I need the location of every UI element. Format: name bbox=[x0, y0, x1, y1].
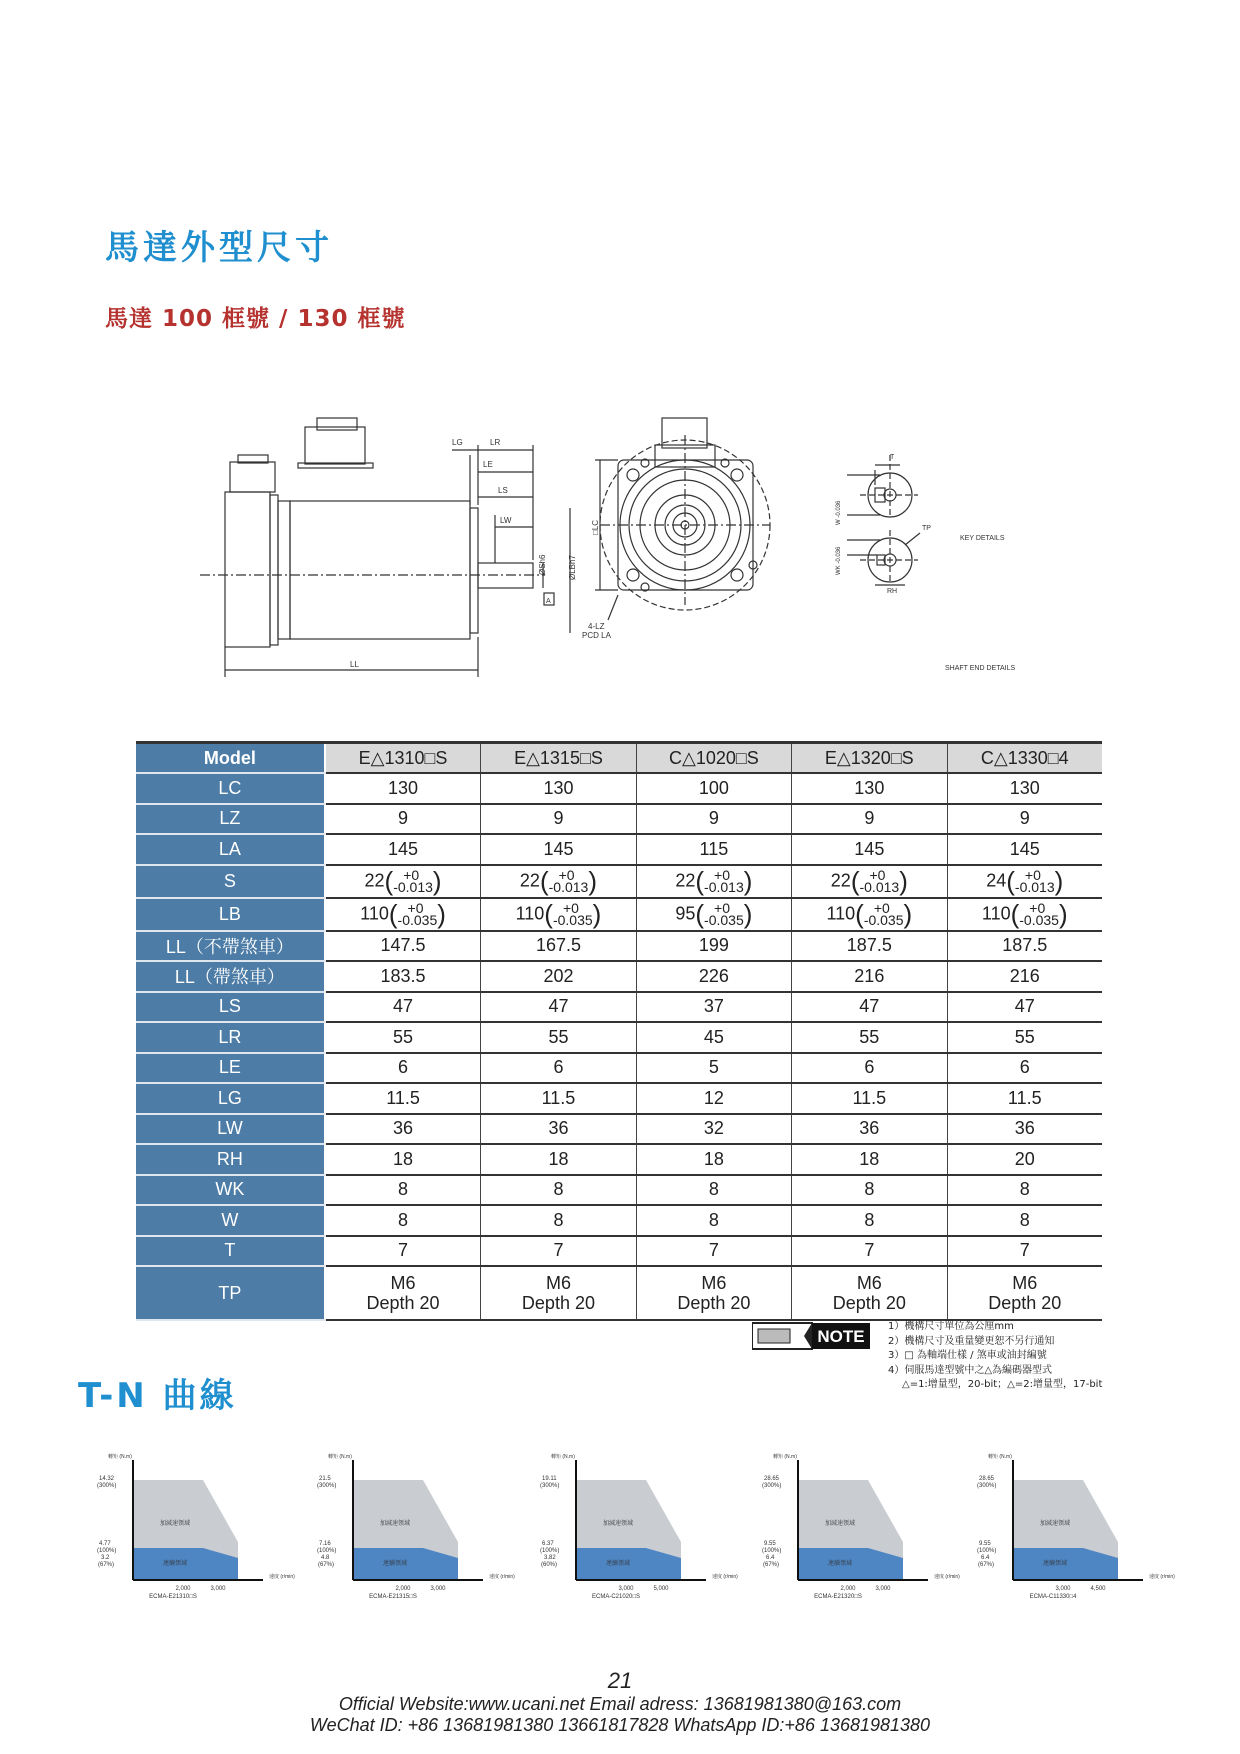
table-cell: 6 bbox=[792, 1053, 947, 1084]
rated-torque-pct: (100%) bbox=[97, 1548, 117, 1554]
table-cell: 36 bbox=[325, 1114, 481, 1145]
table-cell: 216 bbox=[947, 961, 1102, 992]
table-cell: 22( +0 -0.013 ) bbox=[481, 865, 636, 898]
table-row bbox=[136, 804, 1102, 835]
table-cell: 8 bbox=[792, 1175, 947, 1206]
table-cell: 18 bbox=[636, 1144, 791, 1175]
table-cell: 202 bbox=[481, 961, 636, 992]
y-axis-label: 轉矩 (N.m) bbox=[551, 1454, 575, 1460]
table-row bbox=[136, 1236, 1102, 1267]
table-cell: 226 bbox=[636, 961, 791, 992]
row-label: LZ bbox=[136, 804, 325, 835]
dim-lbh7: ØLBh7 bbox=[568, 555, 577, 580]
table-row bbox=[136, 834, 1102, 865]
table-cell: 8 bbox=[636, 1175, 791, 1206]
dim-lw: LW bbox=[500, 516, 512, 525]
low-torque-pct: (60%) bbox=[541, 1562, 558, 1568]
continuous-region-label: 連續領域 bbox=[605, 1561, 631, 1567]
dim-ll: LL bbox=[350, 660, 359, 669]
motor-dimension-drawing bbox=[200, 415, 1060, 700]
note-badge bbox=[752, 1321, 872, 1353]
row-label: RH bbox=[136, 1144, 325, 1175]
rated-torque-pct: (100%) bbox=[317, 1548, 337, 1554]
table-cell: 45 bbox=[636, 1022, 791, 1053]
accel-region-label: 加減速領域 bbox=[379, 1521, 411, 1527]
footer-contact-line-2: WeChat ID: +86 13681981380 13661817828 WhatsApp ID:+86 13681981380 bbox=[309, 1715, 931, 1735]
page-title: 馬達外型尺寸 bbox=[105, 228, 333, 268]
tn-chart bbox=[975, 1440, 1205, 1610]
table-row bbox=[136, 1175, 1102, 1206]
table-cell: 8 bbox=[947, 1175, 1102, 1206]
table-cell: 7 bbox=[947, 1236, 1102, 1267]
table-row bbox=[136, 1053, 1102, 1084]
datum-a: A bbox=[546, 598, 551, 605]
dim-pcd: PCD LA bbox=[582, 631, 611, 640]
rated-torque-pct: (100%) bbox=[762, 1548, 782, 1554]
y-axis-label: 轉矩 (N.m) bbox=[773, 1454, 797, 1460]
table-cell: 199 bbox=[636, 931, 791, 962]
low-torque: 3.82 bbox=[544, 1555, 556, 1561]
table-row bbox=[136, 898, 1102, 931]
tn-chart bbox=[760, 1440, 990, 1610]
table-cell: 100 bbox=[636, 773, 791, 804]
dim-lr: LR bbox=[490, 438, 501, 447]
low-torque-pct: (67%) bbox=[98, 1562, 115, 1568]
x-tick-2: 3,000 bbox=[210, 1586, 226, 1592]
x-axis-label: 速度 (r/min) bbox=[712, 1574, 738, 1580]
table-cell: 11.5 bbox=[325, 1083, 481, 1114]
x-axis-label: 速度 (r/min) bbox=[269, 1574, 295, 1580]
table-header-row bbox=[136, 743, 1102, 774]
table-cell: 110( +0 -0.035 ) bbox=[325, 898, 481, 931]
row-label: T bbox=[136, 1236, 325, 1267]
dim-le: LE bbox=[483, 460, 493, 469]
table-cell: 18 bbox=[792, 1144, 947, 1175]
table-cell: 11.5 bbox=[947, 1083, 1102, 1114]
chart-model: ECMA-E21310□S bbox=[149, 1594, 197, 1600]
model-label: Model bbox=[136, 743, 325, 774]
table-cell: 55 bbox=[325, 1022, 481, 1053]
note-label: NOTE bbox=[817, 1327, 865, 1346]
peak-torque-pct: (300%) bbox=[317, 1483, 337, 1489]
model-header: E△1310□S bbox=[325, 743, 481, 774]
table-cell: 6 bbox=[325, 1053, 481, 1084]
table-cell: 8 bbox=[792, 1205, 947, 1236]
key-details-caption: KEY DETAILS bbox=[960, 535, 1005, 542]
table-cell: 24( +0 -0.013 ) bbox=[947, 865, 1102, 898]
row-label: LG bbox=[136, 1083, 325, 1114]
x-tick-1: 3,000 bbox=[1055, 1586, 1071, 1592]
table-cell: 7 bbox=[481, 1236, 636, 1267]
rated-torque: 9.55 bbox=[979, 1541, 991, 1547]
table-cell: 9 bbox=[792, 804, 947, 835]
peak-torque: 28.65 bbox=[979, 1476, 995, 1482]
y-axis-label: 轉矩 (N.m) bbox=[108, 1454, 132, 1460]
dim-sh6: ØSh6 bbox=[538, 554, 547, 575]
table-cell: 187.5 bbox=[792, 931, 947, 962]
note-line: 3）□ 為軸端仕樣 / 煞車或油封編號 bbox=[888, 1350, 1047, 1361]
table-cell: 145 bbox=[481, 834, 636, 865]
row-label: LW bbox=[136, 1114, 325, 1145]
page-subtitle: 馬達 100 框號 / 130 框號 bbox=[105, 306, 406, 332]
table-cell: 110( +0 -0.035 ) bbox=[481, 898, 636, 931]
table-cell: 183.5 bbox=[325, 961, 481, 992]
table-row bbox=[136, 1144, 1102, 1175]
rated-torque: 6.37 bbox=[542, 1541, 554, 1547]
table-cell: 36 bbox=[792, 1114, 947, 1145]
dim-t: T bbox=[890, 454, 895, 461]
chart-model: ECMA-E21315□S bbox=[369, 1594, 417, 1600]
accel-region-label: 加減速領域 bbox=[602, 1521, 634, 1527]
row-label: W bbox=[136, 1205, 325, 1236]
table-cell: 37 bbox=[636, 992, 791, 1023]
table-row bbox=[136, 1266, 1102, 1320]
x-tick-1: 2,000 bbox=[175, 1586, 191, 1592]
continuous-region-label: 連續領域 bbox=[382, 1561, 408, 1567]
x-tick-2: 4,500 bbox=[1090, 1586, 1106, 1592]
model-header: E△1320□S bbox=[792, 743, 947, 774]
rated-torque: 4.77 bbox=[99, 1541, 111, 1547]
table-row bbox=[136, 1205, 1102, 1236]
row-label: LR bbox=[136, 1022, 325, 1053]
tn-chart bbox=[538, 1440, 768, 1610]
table-cell: 55 bbox=[792, 1022, 947, 1053]
dim-wk: WK -0.036 bbox=[836, 546, 842, 575]
x-tick-2: 5,000 bbox=[653, 1586, 669, 1592]
table-cell: 8 bbox=[481, 1205, 636, 1236]
front-view bbox=[595, 418, 770, 620]
chart-model: ECMA-C21020□S bbox=[592, 1594, 640, 1600]
continuous-region-label: 連續領域 bbox=[162, 1561, 188, 1567]
table-cell: 130 bbox=[325, 773, 481, 804]
peak-torque-pct: (300%) bbox=[540, 1483, 560, 1489]
table-cell: 8 bbox=[947, 1205, 1102, 1236]
table-row bbox=[136, 992, 1102, 1023]
table-cell: 145 bbox=[792, 834, 947, 865]
rated-torque-pct: (100%) bbox=[977, 1548, 997, 1554]
table-cell: 47 bbox=[325, 992, 481, 1023]
table-cell: 130 bbox=[481, 773, 636, 804]
table-cell: 18 bbox=[325, 1144, 481, 1175]
dim-lg: LG bbox=[452, 438, 463, 447]
dimension-table bbox=[136, 741, 1102, 1321]
y-axis-label: 轉矩 (N.m) bbox=[328, 1454, 352, 1460]
peak-torque: 19.11 bbox=[542, 1476, 557, 1482]
table-cell: 36 bbox=[947, 1114, 1102, 1145]
table-cell: 145 bbox=[325, 834, 481, 865]
table-cell: 7 bbox=[792, 1236, 947, 1267]
table-row bbox=[136, 961, 1102, 992]
table-cell: 7 bbox=[325, 1236, 481, 1267]
note-line: 2）機構尺寸及重量變更恕不另行通知 bbox=[888, 1335, 1055, 1347]
row-label: LC bbox=[136, 773, 325, 804]
table-cell: M6 Depth 20 bbox=[792, 1266, 947, 1320]
x-axis-label: 速度 (r/min) bbox=[934, 1574, 960, 1580]
row-label: TP bbox=[136, 1266, 325, 1320]
low-torque: 6.4 bbox=[981, 1555, 990, 1561]
table-cell: 8 bbox=[325, 1205, 481, 1236]
table-cell: 22( +0 -0.013 ) bbox=[792, 865, 947, 898]
model-header: C△1020□S bbox=[636, 743, 791, 774]
low-torque: 6.4 bbox=[766, 1555, 775, 1561]
table-cell: 8 bbox=[481, 1175, 636, 1206]
footer-contact-line-1: Official Website:www.ucani.net Email adress: 13681981380@163.com bbox=[338, 1694, 902, 1714]
table-row bbox=[136, 865, 1102, 898]
table-cell: 22( +0 -0.013 ) bbox=[636, 865, 791, 898]
tn-chart bbox=[315, 1440, 545, 1610]
table-cell: 6 bbox=[481, 1053, 636, 1084]
table-cell: 9 bbox=[947, 804, 1102, 835]
rated-torque: 7.16 bbox=[319, 1541, 331, 1547]
table-cell: 11.5 bbox=[792, 1083, 947, 1114]
table-cell: 110( +0 -0.035 ) bbox=[947, 898, 1102, 931]
table-cell: M6 Depth 20 bbox=[636, 1266, 791, 1320]
table-cell: 5 bbox=[636, 1053, 791, 1084]
table-cell: 145 bbox=[947, 834, 1102, 865]
x-tick-2: 3,000 bbox=[875, 1586, 891, 1592]
table-cell: 20 bbox=[947, 1144, 1102, 1175]
rated-torque-pct: (100%) bbox=[540, 1548, 560, 1554]
peak-torque-pct: (300%) bbox=[977, 1483, 997, 1489]
table-cell: 216 bbox=[792, 961, 947, 992]
table-cell: 9 bbox=[481, 804, 636, 835]
side-view bbox=[200, 418, 570, 677]
low-torque-pct: (67%) bbox=[978, 1562, 995, 1568]
model-header: E△1315□S bbox=[481, 743, 636, 774]
dim-rh: RH bbox=[887, 588, 898, 595]
table-cell: 47 bbox=[792, 992, 947, 1023]
table-cell: 115 bbox=[636, 834, 791, 865]
table-cell: 32 bbox=[636, 1114, 791, 1145]
chart-model: ECMA-E21320□S bbox=[814, 1594, 862, 1600]
x-tick-1: 2,000 bbox=[840, 1586, 856, 1592]
row-label: LE bbox=[136, 1053, 325, 1084]
peak-torque-pct: (300%) bbox=[97, 1483, 117, 1489]
table-cell: 147.5 bbox=[325, 931, 481, 962]
continuous-region-label: 連續領域 bbox=[1042, 1561, 1068, 1567]
low-torque-pct: (67%) bbox=[318, 1562, 335, 1568]
x-tick-2: 3,000 bbox=[430, 1586, 446, 1592]
table-row bbox=[136, 1083, 1102, 1114]
peak-torque: 21.5 bbox=[319, 1476, 331, 1482]
page-number: 21 bbox=[607, 1668, 633, 1693]
peak-torque: 14.32 bbox=[99, 1476, 115, 1482]
table-cell: 8 bbox=[636, 1205, 791, 1236]
model-header: C△1330□4 bbox=[947, 743, 1102, 774]
low-torque: 3.2 bbox=[101, 1555, 110, 1561]
table-cell: 18 bbox=[481, 1144, 636, 1175]
tn-curve-title: T-N 曲線 bbox=[78, 1376, 237, 1416]
dim-ls: LS bbox=[498, 486, 508, 495]
table-cell: 55 bbox=[947, 1022, 1102, 1053]
dim-w: W -0.036 bbox=[836, 500, 842, 525]
peak-torque-pct: (300%) bbox=[762, 1483, 782, 1489]
row-label: LS bbox=[136, 992, 325, 1023]
table-cell: 22( +0 -0.013 ) bbox=[325, 865, 481, 898]
table-cell: 9 bbox=[636, 804, 791, 835]
low-torque: 4.8 bbox=[321, 1555, 330, 1561]
row-label: LL（帶煞車） bbox=[136, 961, 325, 992]
table-cell: M6 Depth 20 bbox=[481, 1266, 636, 1320]
table-cell: 110( +0 -0.035 ) bbox=[792, 898, 947, 931]
row-label: WK bbox=[136, 1175, 325, 1206]
key-details-view bbox=[847, 455, 920, 585]
table-cell: 9 bbox=[325, 804, 481, 835]
y-axis-label: 轉矩 (N.m) bbox=[988, 1454, 1012, 1460]
table-cell: 130 bbox=[792, 773, 947, 804]
note-list bbox=[888, 1320, 1102, 1393]
table-cell: 47 bbox=[947, 992, 1102, 1023]
accel-region-label: 加減速領域 bbox=[824, 1521, 856, 1527]
x-tick-1: 3,000 bbox=[618, 1586, 634, 1592]
table-cell: M6 Depth 20 bbox=[325, 1266, 481, 1320]
table-cell: 47 bbox=[481, 992, 636, 1023]
x-axis-label: 速度 (r/min) bbox=[489, 1574, 515, 1580]
dim-tp: TP bbox=[922, 525, 931, 532]
accel-region-label: 加減速領域 bbox=[159, 1521, 191, 1527]
table-cell: 55 bbox=[481, 1022, 636, 1053]
table-cell: M6 Depth 20 bbox=[947, 1266, 1102, 1320]
table-cell: 130 bbox=[947, 773, 1102, 804]
note-line: 1）機構尺寸單位為公厘mm bbox=[888, 1321, 1014, 1332]
table-row bbox=[136, 1114, 1102, 1145]
table-row bbox=[136, 931, 1102, 962]
shaft-end-caption: SHAFT END DETAILS bbox=[945, 665, 1016, 672]
note-line: △=1:增量型，20-bit；△=2:增量型，17-bit bbox=[902, 1379, 1103, 1390]
continuous-region-label: 連續領域 bbox=[827, 1561, 853, 1567]
table-cell: 167.5 bbox=[481, 931, 636, 962]
chart-model: ECMA-C11330□4 bbox=[1029, 1594, 1077, 1600]
rated-torque: 9.55 bbox=[764, 1541, 776, 1547]
peak-torque: 28.65 bbox=[764, 1476, 780, 1482]
table-cell: 7 bbox=[636, 1236, 791, 1267]
row-label: LA bbox=[136, 834, 325, 865]
dim-lc: □LC bbox=[591, 519, 600, 535]
accel-region-label: 加減速領域 bbox=[1039, 1521, 1071, 1527]
row-label: LB bbox=[136, 898, 325, 931]
tn-chart bbox=[95, 1440, 325, 1610]
x-axis-label: 速度 (r/min) bbox=[1149, 1574, 1175, 1580]
table-cell: 6 bbox=[947, 1053, 1102, 1084]
table-row bbox=[136, 773, 1102, 804]
low-torque-pct: (67%) bbox=[763, 1562, 780, 1568]
row-label: S bbox=[136, 865, 325, 898]
table-cell: 187.5 bbox=[947, 931, 1102, 962]
table-cell: 36 bbox=[481, 1114, 636, 1145]
table-cell: 12 bbox=[636, 1083, 791, 1114]
row-label: LL（不帶煞車） bbox=[136, 931, 325, 962]
note-line: 4）伺服馬達型號中之△為編碼器型式 bbox=[888, 1364, 1053, 1376]
dim-lz: 4-LZ bbox=[588, 622, 605, 631]
table-cell: 8 bbox=[325, 1175, 481, 1206]
table-cell: 95( +0 -0.035 ) bbox=[636, 898, 791, 931]
table-row bbox=[136, 1022, 1102, 1053]
x-tick-1: 2,000 bbox=[395, 1586, 411, 1592]
table-cell: 11.5 bbox=[481, 1083, 636, 1114]
